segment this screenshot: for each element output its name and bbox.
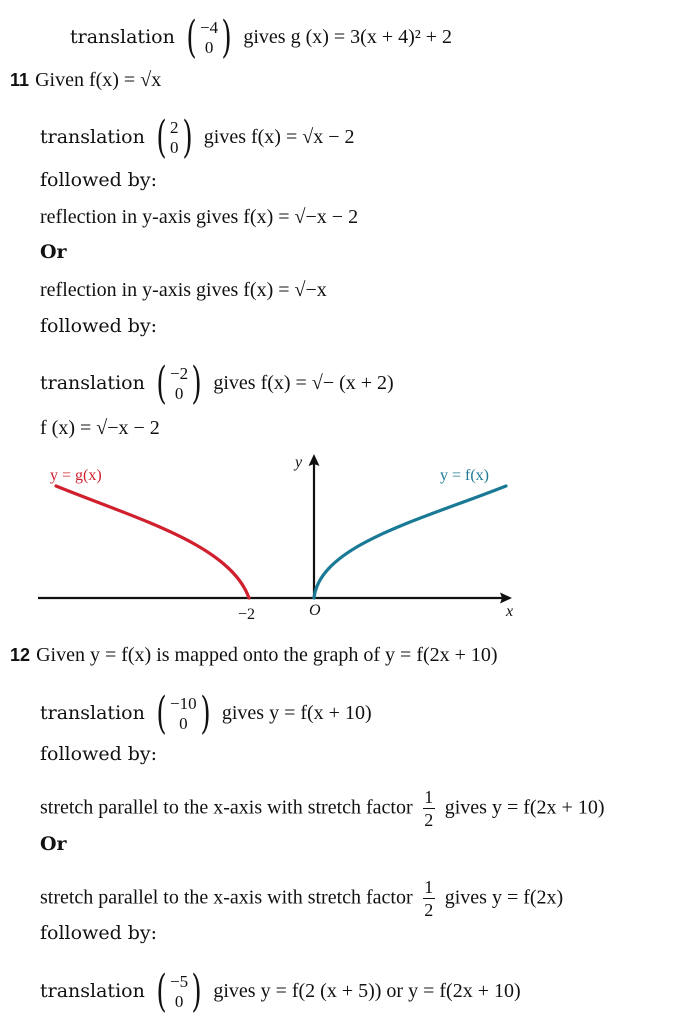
translation-label: translation	[40, 980, 145, 1002]
stretch-text: stretch parallel to the x-axis with stretch factor	[40, 796, 413, 819]
q12-line1	[40, 688, 372, 739]
result-expression: gives f(x) = √x − 2	[203, 126, 355, 148]
result-expression: gives y = f(2x + 10)	[444, 796, 605, 819]
q11-line2: reflection in y-axis gives f(x) = √−x − 2	[40, 206, 359, 228]
curve-f-label: y = f(x)	[440, 467, 490, 484]
q11-or: Or	[40, 241, 67, 263]
stretch-factor: $\frac{1}{2}$	[424, 877, 434, 920]
translation-label: translation	[40, 372, 145, 394]
translation-vector: ( 2 0 )	[156, 112, 193, 163]
y-axis-label: y	[295, 454, 303, 471]
q12-line3	[40, 878, 563, 919]
q11-followed-by-1: followed by:	[40, 169, 158, 191]
q11-line4	[40, 358, 394, 409]
q11-given: Given f(x) = √x	[35, 69, 162, 91]
translation-label: translation	[70, 26, 175, 48]
translation-label: translation	[40, 702, 145, 724]
q11-followed-by-2: followed by:	[40, 315, 158, 337]
q12-line2	[40, 788, 605, 829]
result-expression: gives y = f(x + 10)	[221, 702, 372, 724]
tick-label: −2	[238, 606, 256, 623]
q12-followed-by-2: followed by:	[40, 922, 158, 944]
translation-vector: ( −10 0 )	[156, 688, 211, 739]
q12-or: Or	[40, 833, 67, 855]
translation-vector: ( −2 0 )	[156, 358, 202, 409]
q11-line3: reflection in y-axis gives f(x) = √−x	[40, 279, 327, 301]
stretch-factor: $\frac{1}{2}$	[424, 787, 434, 830]
q11-heading	[10, 68, 161, 92]
origin-label: O	[309, 602, 321, 619]
result-expression: gives f(x) = √− (x + 2)	[213, 372, 394, 394]
q11-line1	[40, 112, 355, 163]
curve-g-label: y = g(x)	[50, 467, 102, 484]
result-expression: gives y = f(2 (x + 5)) or y = f(2x + 10)	[213, 980, 521, 1002]
q12-heading	[10, 643, 498, 667]
question-number: 12	[10, 645, 31, 665]
top-translation-line	[70, 12, 453, 63]
q11-final: f (x) = √−x − 2	[40, 417, 160, 439]
result-expression: gives y = f(2x)	[444, 886, 564, 909]
question-number: 11	[10, 70, 30, 90]
curve-g	[56, 486, 249, 598]
curve-f	[314, 486, 506, 598]
translation-vector: ( −4 0 )	[186, 12, 232, 63]
translation-vector: ( −5 0 )	[156, 966, 202, 1017]
transformation-graph	[0, 450, 696, 640]
translation-label: translation	[40, 126, 145, 148]
x-axis-label: x	[506, 603, 514, 620]
q12-followed-by-1: followed by:	[40, 743, 158, 765]
q12-given: Given y = f(x) is mapped onto the graph of y = f(2x + 10)	[36, 644, 498, 666]
result-expression: gives g (x) = 3(x + 4)² + 2	[243, 26, 453, 48]
stretch-text: stretch parallel to the x-axis with stretch factor	[40, 886, 413, 909]
q12-line4	[40, 966, 521, 1017]
